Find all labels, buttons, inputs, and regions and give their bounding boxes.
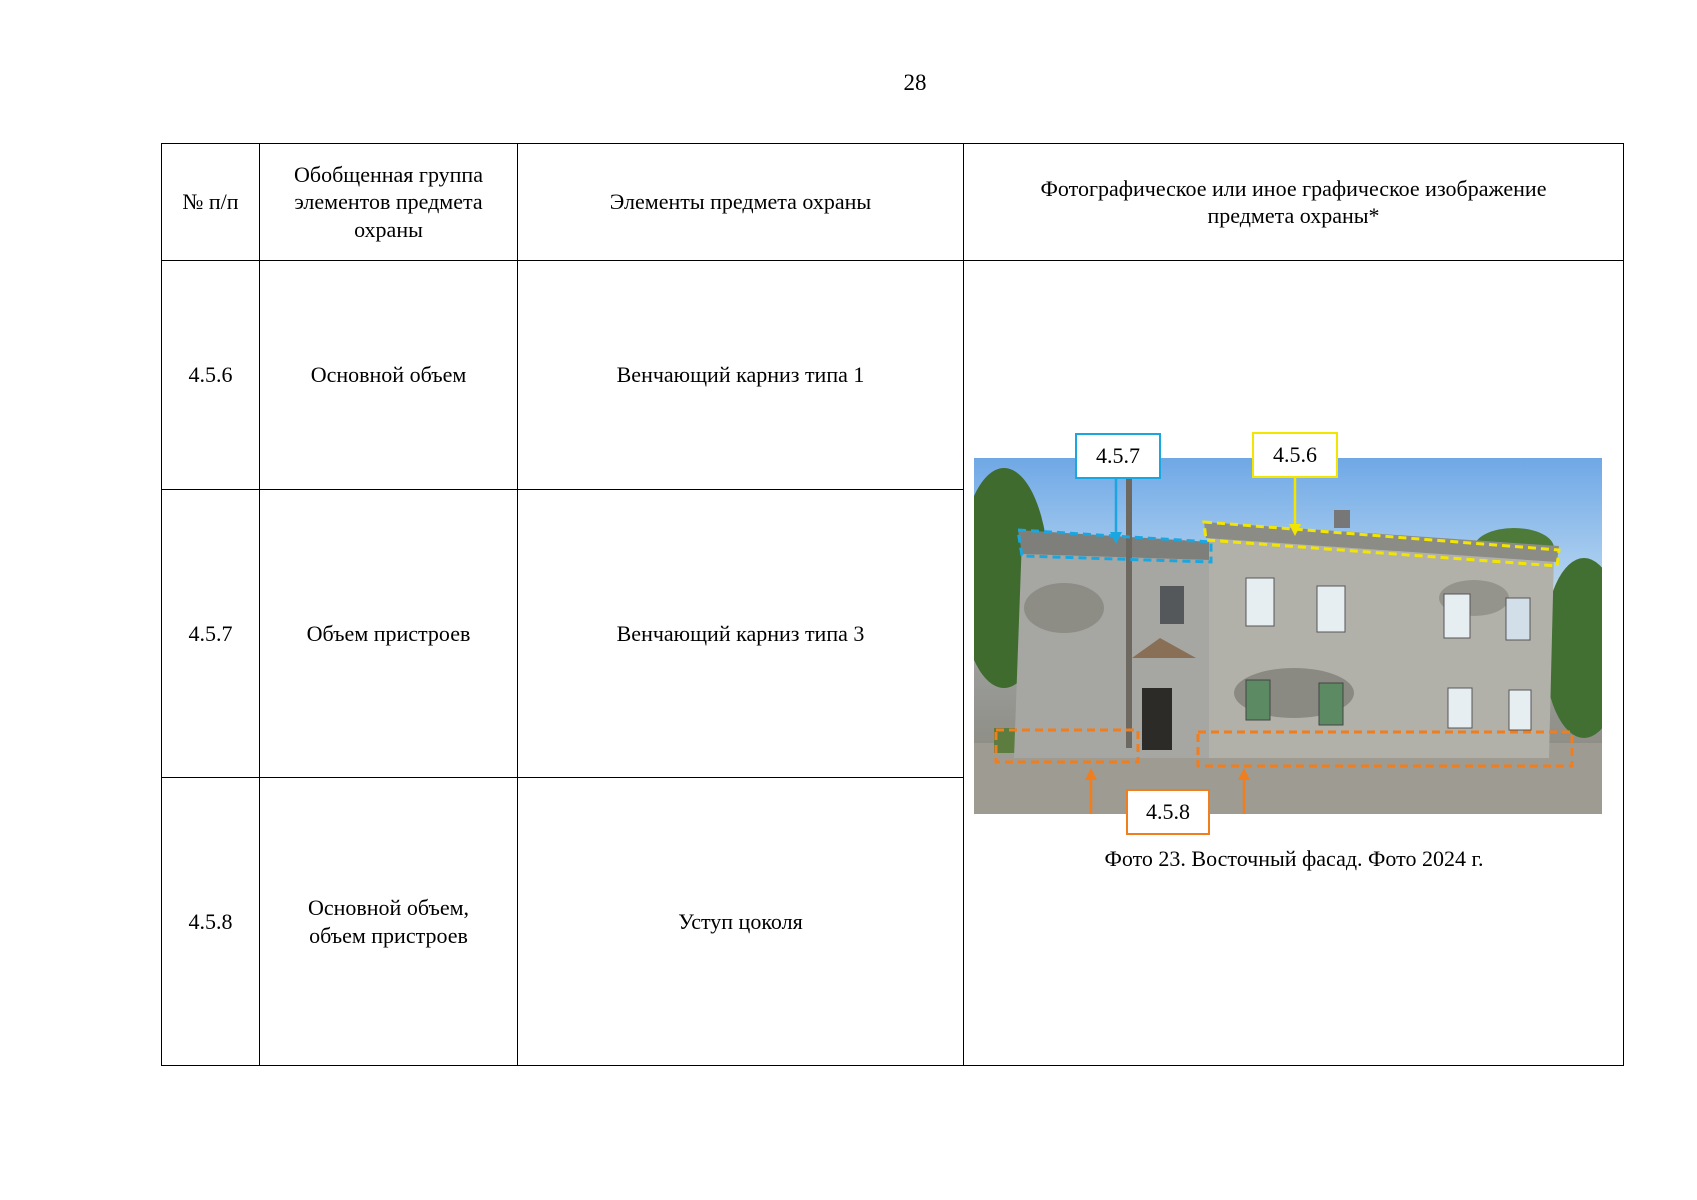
row-number: 4.5.8 (162, 778, 260, 1066)
utility-pole (1126, 478, 1132, 748)
page-number: 28 (903, 70, 927, 95)
main-wall (1209, 528, 1554, 758)
photo-caption: Фото 23. Восточный фасад. Фото 2024 г. (1104, 846, 1484, 871)
header-image: Фотографическое или иное графическое изображение предмета охраны* (964, 144, 1624, 261)
photo-cell (964, 261, 1624, 1066)
header-group: Обобщенная группа элементов предмета охраны (260, 144, 518, 261)
row-element: Венчающий карниз типа 1 (518, 261, 964, 490)
building-facade-photo (974, 458, 1602, 814)
row-number: 4.5.6 (162, 261, 260, 490)
table-header-row (162, 144, 1624, 261)
row-group: Объем пристроев (260, 490, 518, 778)
window (1246, 578, 1274, 626)
chimney (1334, 510, 1350, 528)
window (1448, 688, 1472, 728)
window (1506, 598, 1530, 640)
label-4-5-6: 4.5.6 (1252, 432, 1338, 478)
entrance-door (1142, 688, 1172, 750)
row-group: Основной объем, объем пристроев (260, 778, 518, 1066)
photo-figure (964, 261, 1624, 1066)
window (1444, 594, 1470, 638)
annex-wall (1014, 538, 1211, 758)
window (1246, 680, 1270, 720)
protection-elements-table (161, 143, 1624, 1066)
row-number: 4.5.7 (162, 490, 260, 778)
header-elements: Элементы предмета охраны (518, 144, 964, 261)
wall-patch (1024, 583, 1104, 633)
label-4-5-7: 4.5.7 (1075, 433, 1161, 479)
label-4-5-8: 4.5.8 (1126, 789, 1210, 835)
row-element: Венчающий карниз типа 3 (518, 490, 964, 778)
window (1317, 586, 1345, 632)
row-element: Уступ цоколя (518, 778, 964, 1066)
window (1509, 690, 1531, 730)
window (1319, 683, 1343, 725)
facade-illustration (974, 458, 1602, 814)
table-row (162, 261, 1624, 490)
row-group: Основной объем (260, 261, 518, 490)
window (1160, 586, 1184, 624)
header-number: № п/п (162, 144, 260, 261)
